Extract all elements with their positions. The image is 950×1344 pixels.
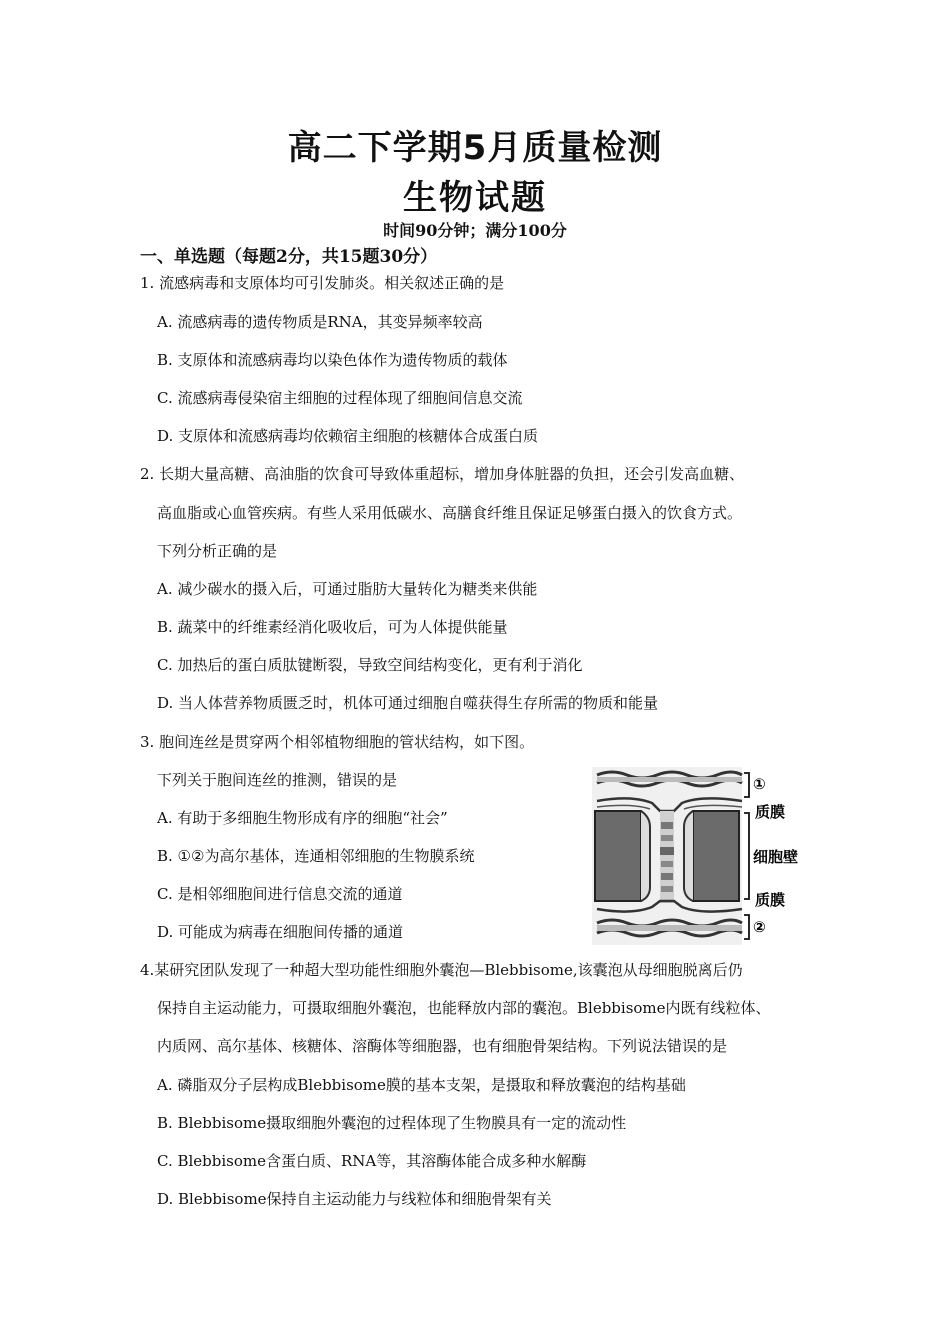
left-channel-membrane [641,811,650,901]
question-4-stem-line-2: 保持自主运动能力，可摄取细胞外囊泡，也能释放内部的囊泡。Blebbisome内既有线粒体、 [157,999,771,1017]
question-3-stem-line-1: 3. 胞间连丝是贯穿两个相邻植物细胞的管状结构，如下图。 [140,733,535,751]
label-brackets [744,773,749,939]
question-4-option-b: B. Blebbisome摄取细胞外囊泡的过程体现了生物膜具有一定的流动性 [157,1114,627,1132]
question-1-option-c: C. 流感病毒侵染宿主细胞的过程体现了细胞间信息交流 [157,389,523,407]
question-1-stem: 1. 流感病毒和支原体均可引发肺炎。相关叙述正确的是 [140,274,505,292]
question-1-option-a: A. 流感病毒的遗传物质是RNA，其变异频率较高 [157,313,483,331]
question-2-option-a: A. 减少碳水的摄入后，可通过脂肪大量转化为糖类来供能 [157,580,538,598]
question-1-option-b: B. 支原体和流感病毒均以染色体作为遗传物质的载体 [157,351,508,369]
question-4-option-c: C. Blebbisome含蛋白质、RNA等，其溶酶体能合成多种水解酶 [157,1152,587,1170]
figure-label-plasma-membrane-top: 质膜 [755,803,786,821]
page-subtitle: 生物试题 [403,178,547,218]
exam-meta: 时间90分钟；满分100分 [383,221,567,240]
question-4-stem-line-1: 4.某研究团队发现了一种超大型功能性细胞外囊泡—Blebbisome,该囊泡从母细胞脱离后仍 [140,961,743,979]
question-2-option-d: D. 当人体营养物质匮乏时，机体可通过细胞自噬获得生存所需的物质和能量 [157,694,659,712]
question-2-stem-line-2: 高血脂或心血管疾病。有些人采用低碳水、高膳食纤维且保证足够蛋白摄入的饮食方式。 [157,504,743,522]
question-2-option-c: C. 加热后的蛋白质肽键断裂，导致空间结构变化，更有利于消化 [157,656,583,674]
question-3-option-b: B. ①②为高尔基体，连通相邻细胞的生物膜系统 [157,847,475,865]
figure-label-2: ② [753,918,766,936]
question-1-option-d: D. 支原体和流感病毒均依赖宿主细胞的核糖体合成蛋白质 [157,427,539,445]
right-channel-membrane [684,811,693,901]
question-2-option-b: B. 蔬菜中的纤维素经消化吸收后，可为人体提供能量 [157,618,508,636]
right-cell-wall [693,811,739,901]
section-heading: 一、单选题（每题2分，共15题30分） [140,247,438,267]
desmotubule [660,811,674,903]
plasmodesma-figure [592,767,812,945]
question-4-option-a: A. 磷脂双分子层构成Blebbisome膜的基本支架，是摄取和释放囊泡的结构基础 [157,1076,686,1094]
question-4-option-d: D. Blebbisome保持自主运动能力与线粒体和细胞骨架有关 [157,1190,552,1208]
question-4-stem-line-3: 内质网、高尔基体、核糖体、溶酶体等细胞器，也有细胞骨架结构。下列说法错误的是 [157,1037,728,1055]
left-cell-wall [595,811,641,901]
figure-label-plasma-membrane-bottom: 质膜 [755,891,786,909]
question-3-option-a: A. 有助于多细胞生物形成有序的细胞“社会” [157,809,448,827]
figure-label-1: ① [753,775,766,793]
question-2-stem-line-3: 下列分析正确的是 [157,542,278,560]
question-3-stem-line-2: 下列关于胞间连丝的推测，错误的是 [157,771,398,789]
question-3-option-c: C. 是相邻细胞间进行信息交流的通道 [157,885,403,903]
page-title: 高二下学期5月质量检测 [287,128,663,168]
question-2-stem-line-1: 2. 长期大量高糖、高油脂的饮食可导致体重超标，增加身体脏器的负担，还会引发高血糖、 [140,465,745,483]
figure-label-cell-wall: 细胞壁 [753,848,799,866]
question-3-option-d: D. 可能成为病毒在细胞间传播的通道 [157,923,404,941]
